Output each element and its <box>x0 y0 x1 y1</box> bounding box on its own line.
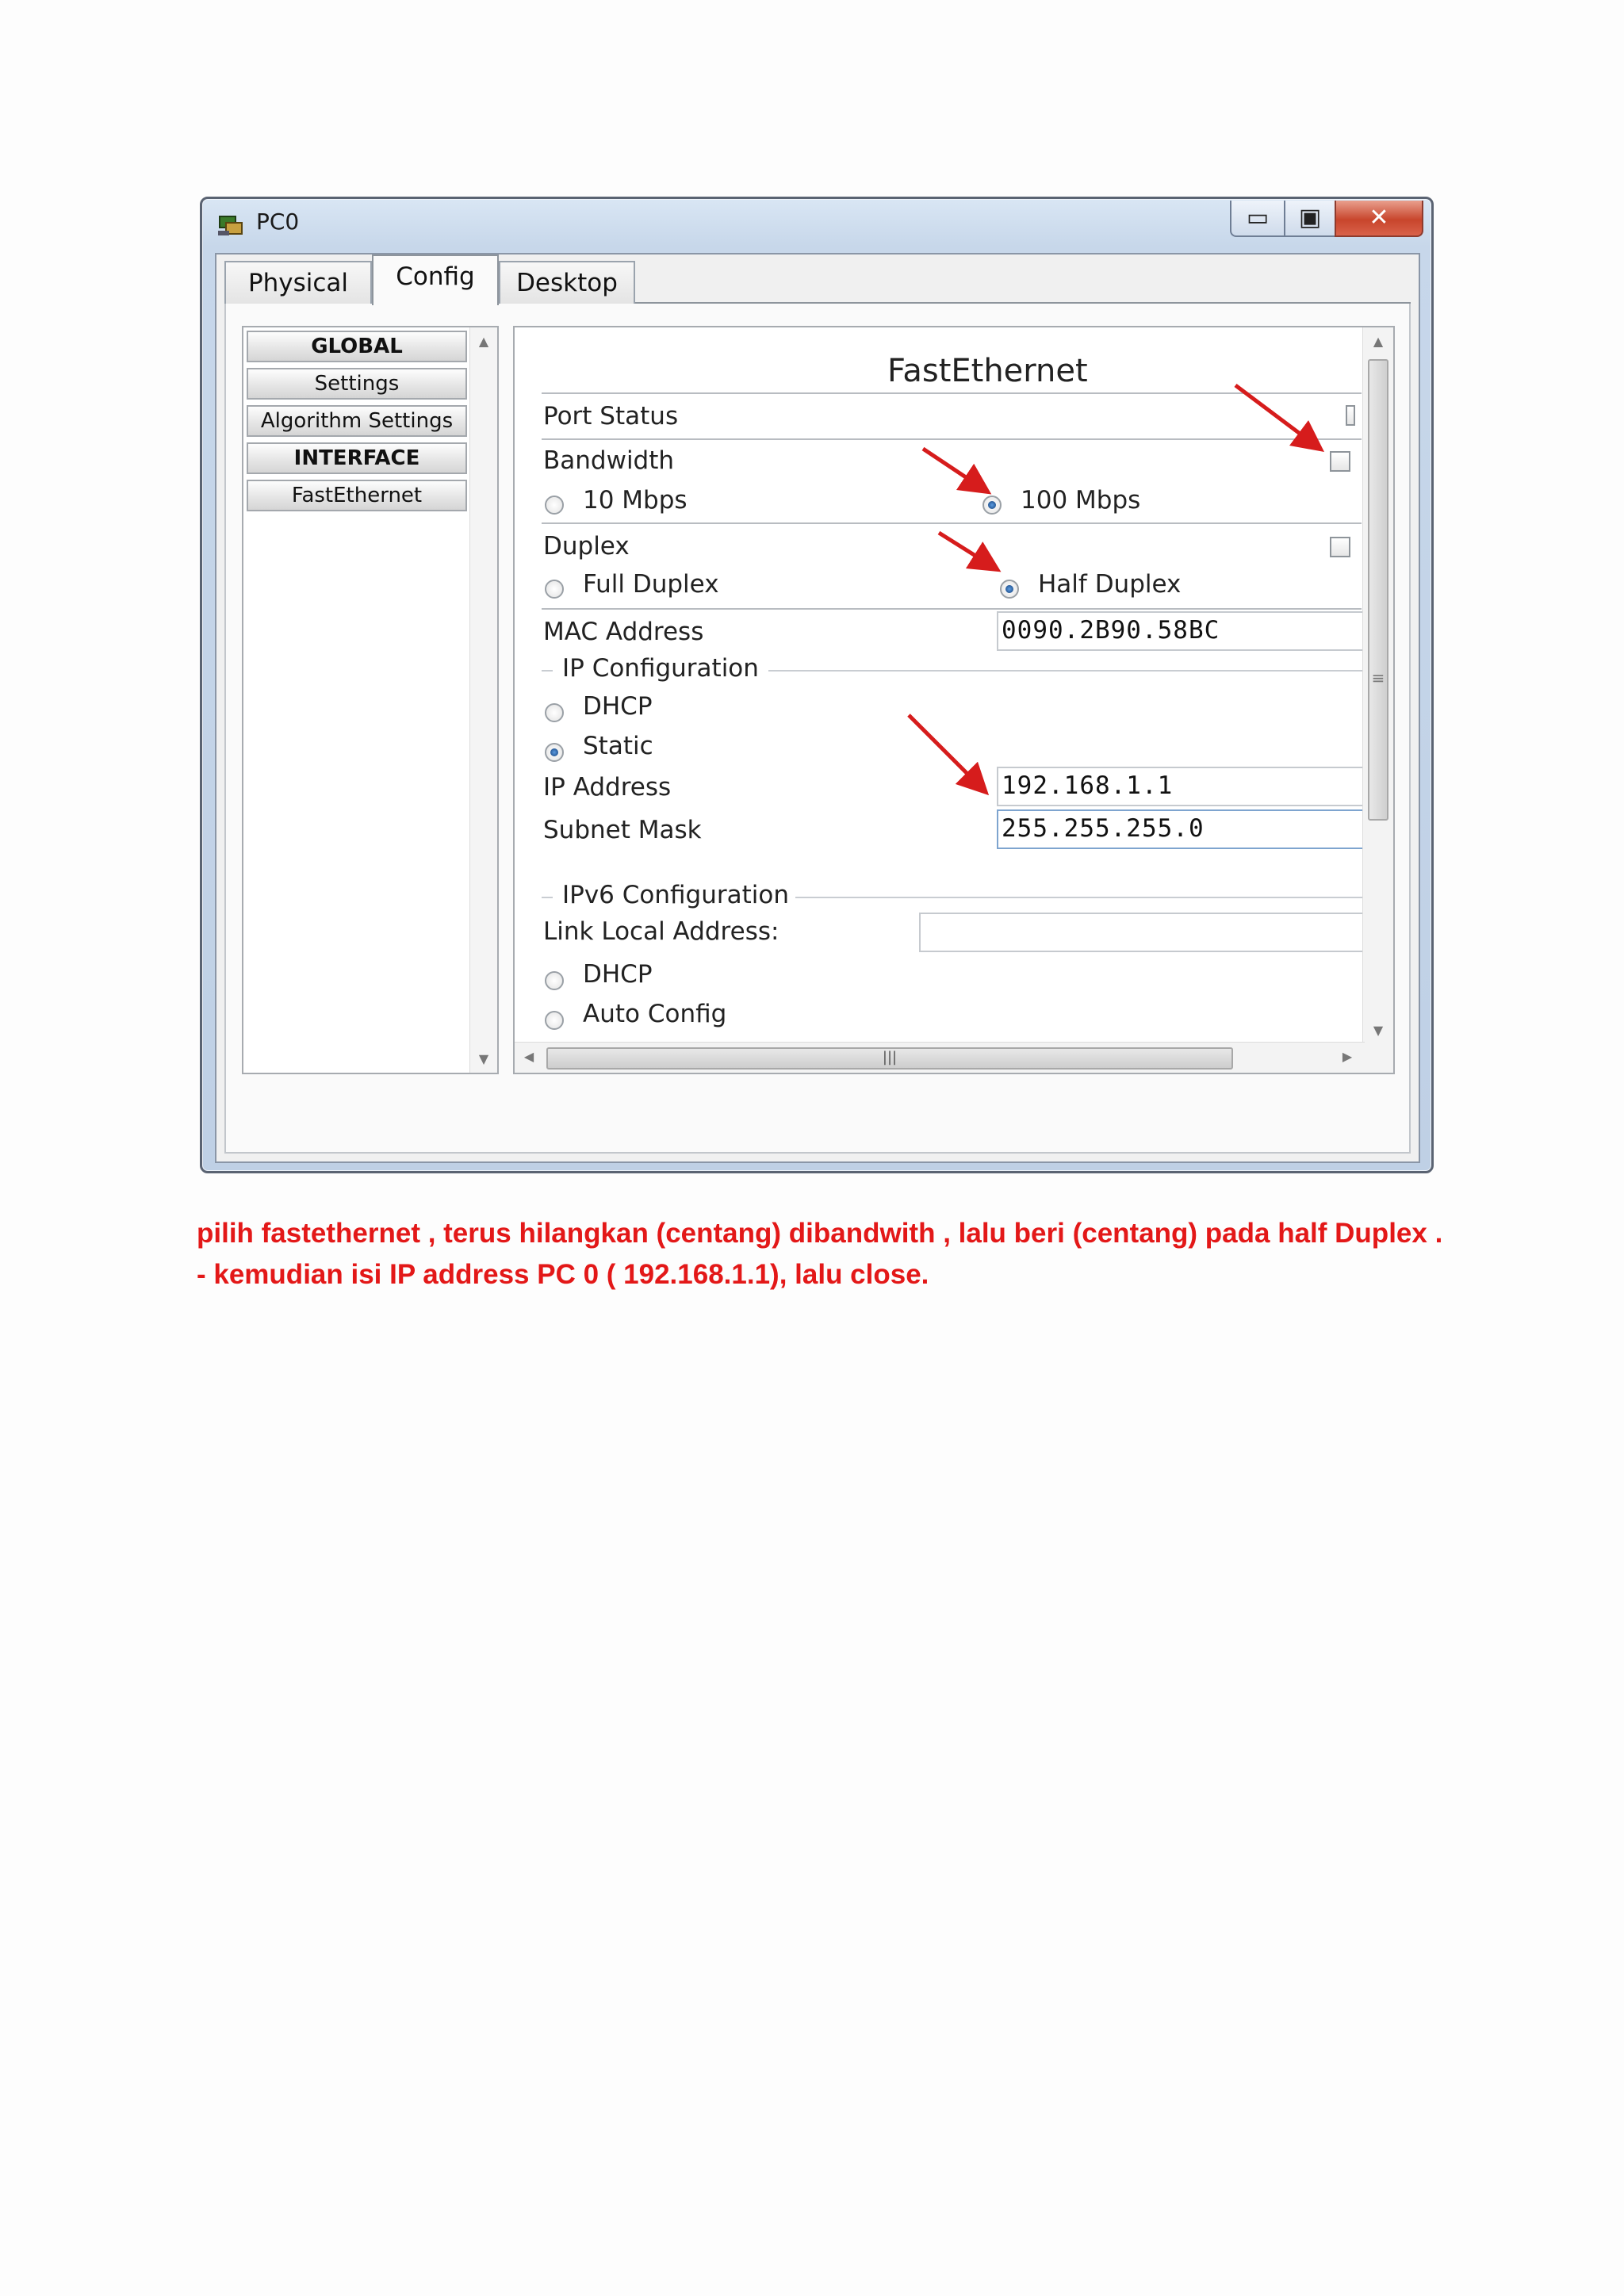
sidebar-item-interface[interactable]: INTERFACE <box>247 442 467 474</box>
minimize-icon: ▭ <box>1246 204 1270 232</box>
scroll-left-arrow-icon[interactable]: ◀ <box>523 1049 534 1064</box>
sidebar-item-global[interactable]: GLOBAL <box>247 331 467 362</box>
scroll-up-arrow-icon[interactable]: ▲ <box>1373 334 1384 349</box>
arrow-to-ip-address <box>909 715 983 790</box>
window-title: PC0 <box>256 209 300 235</box>
radio-ipv4-static-label: Static <box>583 732 653 760</box>
port-status-label: Port Status <box>543 402 679 430</box>
arrow-to-half-duplex <box>939 533 994 568</box>
radio-half-duplex-label: Half Duplex <box>1038 570 1182 599</box>
arrow-to-100-mbps <box>923 449 985 490</box>
scroll-up-arrow-icon[interactable]: ▲ <box>478 334 489 349</box>
scroll-down-arrow-icon[interactable]: ▼ <box>1373 1023 1384 1038</box>
ip-address-label: IP Address <box>543 773 672 802</box>
sidebar-item-algorithm-settings[interactable]: Algorithm Settings <box>247 405 467 437</box>
radio-ipv6-auto-config-label: Auto Config <box>583 1000 727 1028</box>
maximize-icon: ▣ <box>1298 204 1322 232</box>
ipv6-configuration-legend: IPv6 Configuration <box>562 881 789 909</box>
tab-config[interactable]: Config <box>372 254 499 305</box>
scroll-right-arrow-icon[interactable]: ▶ <box>1342 1049 1353 1064</box>
radio-ipv6-dhcp-label: DHCP <box>583 960 653 989</box>
close-icon: ✕ <box>1369 204 1389 232</box>
caption-line-2: - kemudian isi IP address PC 0 ( 192.168.1.1), lalu close. <box>197 1259 929 1290</box>
ip-configuration-legend: IP Configuration <box>562 654 759 683</box>
radio-100-mbps-label: 100 Mbps <box>1021 486 1141 515</box>
arrow-to-bandwidth-checkbox <box>1235 385 1318 447</box>
sidebar-item-settings[interactable]: Settings <box>247 368 467 400</box>
sidebar-item-fastethernet[interactable]: FastEthernet <box>247 480 467 511</box>
caption-line-1: pilih fastethernet , terus hilangkan (centang) dibandwith , lalu beri (centang) pada half Duplex . <box>197 1218 1443 1249</box>
scroll-grip-icon: ≡ <box>1371 668 1385 687</box>
link-local-address-label: Link Local Address: <box>543 917 779 946</box>
subnet-mask-field[interactable]: 255.255.255.0 <box>997 809 1369 849</box>
panel-title: FastEthernet <box>887 353 1088 389</box>
radio-ipv4-dhcp-label: DHCP <box>583 692 653 721</box>
duplex-label: Duplex <box>543 532 630 561</box>
horizontal-scroll-thumb[interactable]: ||| <box>546 1047 1233 1070</box>
mac-address-field[interactable]: 0090.2B90.58BC <box>997 611 1369 651</box>
radio-full-duplex-label: Full Duplex <box>583 570 719 599</box>
mac-address-label: MAC Address <box>543 618 704 646</box>
scroll-down-arrow-icon[interactable]: ▼ <box>478 1051 489 1066</box>
subnet-mask-label: Subnet Mask <box>543 816 702 844</box>
bandwidth-label: Bandwidth <box>543 446 675 475</box>
ip-address-field[interactable]: 192.168.1.1 <box>997 767 1369 806</box>
tab-desktop[interactable]: Desktop <box>499 261 635 304</box>
tab-physical[interactable]: Physical <box>224 261 372 304</box>
radio-10-mbps-label: 10 Mbps <box>583 486 688 515</box>
